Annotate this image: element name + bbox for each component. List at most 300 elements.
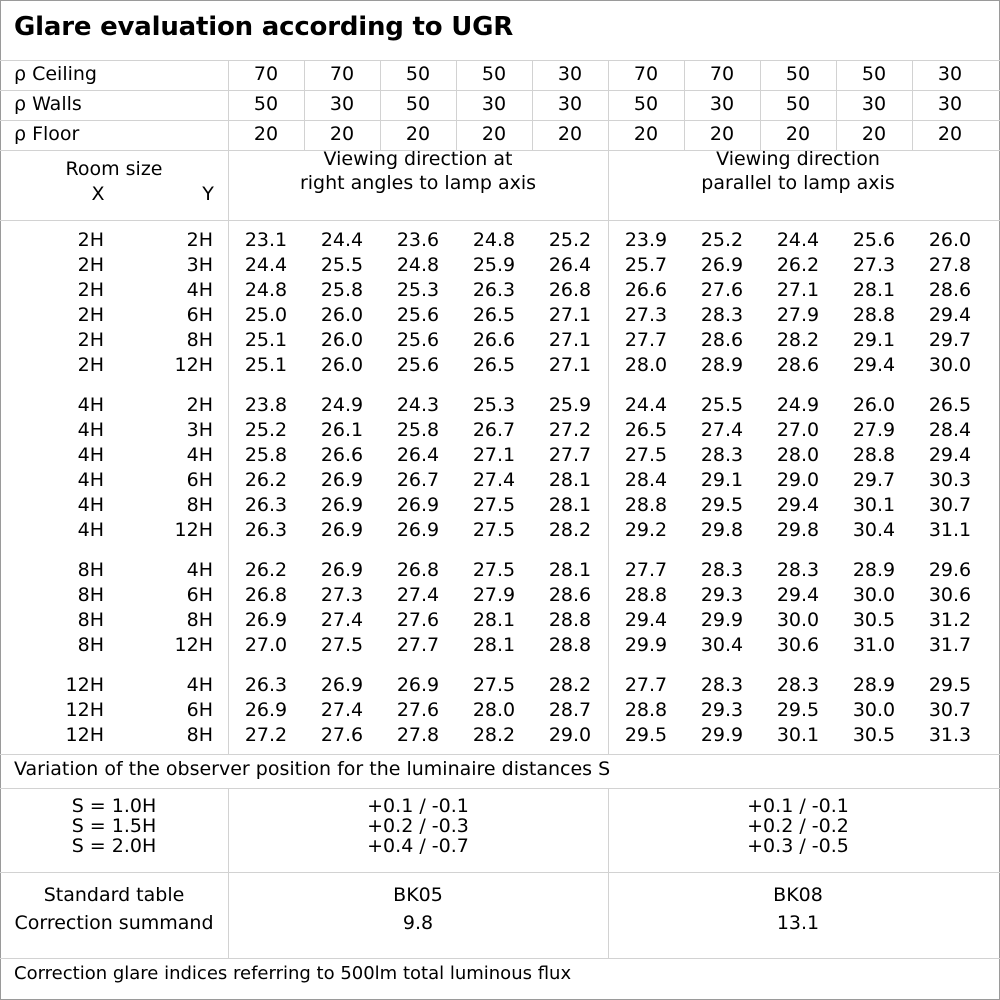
ugr-value-cell: 24.4 — [320, 229, 364, 251]
standard-table-label: Standard table — [43, 884, 185, 906]
room-x-value: 2H — [77, 254, 104, 276]
ugr-value-cell: 26.9 — [396, 494, 440, 516]
ugr-value-cell: 26.8 — [396, 559, 440, 581]
room-x-value: 4H — [77, 519, 104, 541]
reflectance-cell: 20 — [937, 123, 963, 145]
walls-label: ρ Walls — [14, 93, 82, 115]
ugr-value-cell: 28.3 — [700, 304, 744, 326]
ugr-value-cell: 26.4 — [396, 444, 440, 466]
room-y-value: 12H — [174, 519, 213, 541]
reflectance-cell: 20 — [405, 123, 431, 145]
ugr-value-cell: 27.4 — [700, 419, 744, 441]
ugr-value-cell: 25.9 — [548, 394, 592, 416]
ugr-value-cell: 26.2 — [244, 559, 288, 581]
ugr-value-cell: 27.2 — [548, 419, 592, 441]
viewing-right-angles-heading — [228, 147, 608, 195]
ugr-value-cell: 28.6 — [776, 354, 820, 376]
ugr-value-cell: 29.1 — [700, 469, 744, 491]
ugr-value-cell: 28.2 — [548, 674, 592, 696]
ugr-value-cell: 27.5 — [472, 494, 516, 516]
ugr-value-cell: 29.4 — [928, 444, 972, 466]
ugr-value-cell: 30.1 — [776, 724, 820, 746]
ugr-value-cell: 29.2 — [624, 519, 668, 541]
ugr-value-cell: 24.8 — [396, 254, 440, 276]
room-x-label: X — [91, 183, 105, 205]
room-x-value: 2H — [77, 229, 104, 251]
ugr-value-cell: 26.0 — [852, 394, 896, 416]
ugr-value-cell: 29.4 — [624, 609, 668, 631]
room-y-value: 3H — [186, 254, 213, 276]
room-x-value: 12H — [65, 674, 104, 696]
ugr-value-cell: 29.5 — [700, 494, 744, 516]
reflectance-cell: 70 — [633, 63, 659, 85]
room-y-value: 8H — [186, 329, 213, 351]
ugr-value-cell: 29.4 — [776, 584, 820, 606]
ugr-value-cell: 28.8 — [624, 494, 668, 516]
reflectance-cell: 30 — [709, 93, 735, 115]
ugr-value-cell: 30.4 — [700, 634, 744, 656]
room-y-label: Y — [202, 183, 214, 205]
ugr-value-cell: 30.0 — [852, 584, 896, 606]
variation-parallel-values — [608, 796, 988, 856]
ugr-value-cell: 27.8 — [928, 254, 972, 276]
ugr-value-cell: 24.3 — [396, 394, 440, 416]
ugr-value-cell: 26.2 — [244, 469, 288, 491]
ugr-value-cell: 30.1 — [852, 494, 896, 516]
ugr-value-cell: 25.2 — [244, 419, 288, 441]
ugr-value-cell: 29.5 — [776, 699, 820, 721]
standard-table-parallel: BK08 — [773, 884, 823, 906]
ugr-value-cell: 27.5 — [624, 444, 668, 466]
ugr-value-cell: 27.9 — [776, 304, 820, 326]
viewing-right-line-2: right angles to lamp axis — [299, 172, 537, 194]
ugr-value-cell: 27.5 — [472, 559, 516, 581]
reflectance-cell: 20 — [557, 123, 583, 145]
ugr-value-cell: 26.0 — [928, 229, 972, 251]
ugr-value-cell: 26.9 — [320, 559, 364, 581]
ugr-value-cell: 25.1 — [244, 329, 288, 351]
reflectance-cell: 20 — [633, 123, 659, 145]
ugr-value-cell: 30.7 — [928, 699, 972, 721]
reflectance-cell: 20 — [481, 123, 507, 145]
ugr-value-cell: 29.0 — [776, 469, 820, 491]
reflectance-cell: 30 — [329, 93, 355, 115]
correction-summand-label: Correction summand — [14, 912, 214, 934]
variation-parallel-3: +0.3 / -0.5 — [747, 835, 849, 857]
standard-parallel-values — [608, 881, 988, 937]
ugr-value-cell: 27.6 — [396, 609, 440, 631]
divider — [0, 872, 1000, 873]
ugr-value-cell: 31.1 — [928, 519, 972, 541]
ugr-value-cell: 25.6 — [852, 229, 896, 251]
ugr-value-cell: 25.5 — [320, 254, 364, 276]
ugr-value-cell: 30.0 — [928, 354, 972, 376]
standard-right-values — [228, 881, 608, 937]
ugr-value-cell: 28.8 — [852, 304, 896, 326]
room-y-value: 2H — [186, 394, 213, 416]
room-y-value: 4H — [186, 444, 213, 466]
ugr-value-cell: 29.6 — [928, 559, 972, 581]
ugr-value-cell: 25.9 — [472, 254, 516, 276]
ugr-value-cell: 24.9 — [776, 394, 820, 416]
ugr-value-cell: 25.2 — [700, 229, 744, 251]
ugr-value-cell: 28.8 — [624, 699, 668, 721]
room-x-value: 4H — [77, 394, 104, 416]
ugr-value-cell: 30.5 — [852, 724, 896, 746]
ugr-value-cell: 28.1 — [548, 494, 592, 516]
ugr-value-cell: 28.8 — [624, 584, 668, 606]
ugr-value-cell: 29.7 — [852, 469, 896, 491]
ugr-value-cell: 24.9 — [320, 394, 364, 416]
ugr-value-cell: 30.6 — [928, 584, 972, 606]
ugr-value-cell: 29.4 — [852, 354, 896, 376]
room-x-value: 12H — [65, 724, 104, 746]
ugr-value-cell: 28.9 — [700, 354, 744, 376]
reflectance-cell: 50 — [253, 93, 279, 115]
ugr-value-cell: 30.6 — [776, 634, 820, 656]
ugr-value-cell: 23.1 — [244, 229, 288, 251]
room-size-label: Room size — [65, 158, 163, 180]
ugr-value-cell: 29.8 — [700, 519, 744, 541]
ugr-value-cell: 27.4 — [320, 609, 364, 631]
ugr-value-cell: 23.8 — [244, 394, 288, 416]
ugr-value-cell: 27.6 — [320, 724, 364, 746]
ugr-value-cell: 25.6 — [396, 329, 440, 351]
page-title: Glare evaluation according to UGR — [14, 12, 514, 42]
variation-right-1: +0.1 / -0.1 — [367, 795, 469, 817]
ceiling-label: ρ Ceiling — [14, 63, 97, 85]
room-x-value: 12H — [65, 699, 104, 721]
ugr-value-cell: 28.3 — [776, 559, 820, 581]
room-y-value: 2H — [186, 229, 213, 251]
ugr-value-cell: 26.6 — [624, 279, 668, 301]
variation-heading: Variation of the observer position for the luminaire distances S — [14, 758, 611, 780]
room-y-value: 6H — [186, 469, 213, 491]
room-x-value: 4H — [77, 494, 104, 516]
reflectance-cell: 20 — [861, 123, 887, 145]
ugr-value-cell: 29.5 — [624, 724, 668, 746]
reflectance-cell: 50 — [785, 63, 811, 85]
ugr-value-cell: 25.6 — [396, 354, 440, 376]
reflectance-cell: 50 — [405, 93, 431, 115]
room-y-value: 4H — [186, 279, 213, 301]
ugr-value-cell: 28.1 — [472, 609, 516, 631]
variation-right-values — [228, 796, 608, 856]
ugr-value-cell: 27.0 — [776, 419, 820, 441]
ugr-value-cell: 26.6 — [320, 444, 364, 466]
reflectance-cell: 50 — [861, 63, 887, 85]
ugr-value-cell: 27.5 — [472, 674, 516, 696]
ugr-value-cell: 28.0 — [624, 354, 668, 376]
room-y-value: 4H — [186, 559, 213, 581]
room-x-value: 8H — [77, 584, 104, 606]
ugr-value-cell: 27.9 — [852, 419, 896, 441]
correction-summand-right: 9.8 — [402, 912, 434, 934]
ugr-value-cell: 27.8 — [396, 724, 440, 746]
ugr-value-cell: 28.3 — [776, 674, 820, 696]
ugr-value-cell: 29.3 — [700, 584, 744, 606]
ugr-value-cell: 28.2 — [548, 519, 592, 541]
ugr-value-cell: 23.6 — [396, 229, 440, 251]
ugr-value-cell: 27.2 — [244, 724, 288, 746]
ugr-value-cell: 27.1 — [548, 329, 592, 351]
ugr-value-cell: 26.9 — [396, 674, 440, 696]
room-y-value: 12H — [174, 354, 213, 376]
room-x-value: 2H — [77, 304, 104, 326]
reflectance-cell: 50 — [481, 63, 507, 85]
ugr-value-cell: 31.2 — [928, 609, 972, 631]
reflectance-cell: 20 — [253, 123, 279, 145]
room-x-value: 2H — [77, 329, 104, 351]
ugr-value-cell: 26.9 — [700, 254, 744, 276]
viewing-right-line-1: Viewing direction at — [323, 148, 513, 170]
ugr-value-cell: 28.8 — [548, 634, 592, 656]
variation-s-2: S = 1.5H — [71, 815, 157, 837]
ugr-value-cell: 25.3 — [396, 279, 440, 301]
ugr-value-cell: 27.7 — [548, 444, 592, 466]
ugr-value-cell: 27.7 — [624, 329, 668, 351]
ugr-value-cell: 28.1 — [472, 634, 516, 656]
ugr-value-cell: 27.6 — [396, 699, 440, 721]
divider — [0, 220, 1000, 221]
reflectance-cell: 30 — [557, 63, 583, 85]
ugr-value-cell: 30.0 — [776, 609, 820, 631]
viewing-parallel-line-1: Viewing direction — [716, 148, 880, 170]
ugr-value-cell: 25.8 — [320, 279, 364, 301]
ugr-value-cell: 27.1 — [548, 354, 592, 376]
ugr-value-cell: 24.4 — [624, 394, 668, 416]
ugr-value-cell: 27.7 — [396, 634, 440, 656]
ugr-value-cell: 26.5 — [472, 304, 516, 326]
ugr-value-cell: 25.7 — [624, 254, 668, 276]
ugr-value-cell: 26.9 — [396, 519, 440, 541]
viewing-parallel-heading — [608, 147, 988, 195]
room-x-value: 4H — [77, 469, 104, 491]
ugr-value-cell: 29.5 — [928, 674, 972, 696]
ugr-value-cell: 29.1 — [852, 329, 896, 351]
ugr-value-cell: 27.3 — [320, 584, 364, 606]
ugr-value-cell: 26.4 — [548, 254, 592, 276]
ugr-value-cell: 28.3 — [700, 674, 744, 696]
ugr-value-cell: 25.5 — [700, 394, 744, 416]
reflectance-cell: 30 — [937, 93, 963, 115]
ugr-value-cell: 26.7 — [472, 419, 516, 441]
ugr-value-cell: 24.8 — [472, 229, 516, 251]
reflectance-cell: 50 — [405, 63, 431, 85]
divider — [0, 90, 1000, 91]
ugr-value-cell: 29.7 — [928, 329, 972, 351]
reflectance-cell: 20 — [709, 123, 735, 145]
variation-parallel-1: +0.1 / -0.1 — [747, 795, 849, 817]
ugr-value-cell: 30.4 — [852, 519, 896, 541]
ugr-value-cell: 27.1 — [776, 279, 820, 301]
ugr-value-cell: 31.3 — [928, 724, 972, 746]
ugr-value-cell: 26.8 — [244, 584, 288, 606]
ugr-value-cell: 28.3 — [700, 559, 744, 581]
ugr-value-cell: 26.7 — [396, 469, 440, 491]
ugr-value-cell: 28.1 — [548, 559, 592, 581]
room-x-value: 2H — [77, 279, 104, 301]
ugr-value-cell: 29.3 — [700, 699, 744, 721]
floor-label: ρ Floor — [14, 123, 80, 145]
ugr-value-cell: 25.0 — [244, 304, 288, 326]
ugr-value-cell: 25.3 — [472, 394, 516, 416]
room-y-value: 6H — [186, 584, 213, 606]
ugr-value-cell: 28.8 — [852, 444, 896, 466]
ugr-value-cell: 28.2 — [776, 329, 820, 351]
room-y-value: 12H — [174, 634, 213, 656]
ugr-value-cell: 25.8 — [244, 444, 288, 466]
ugr-value-cell: 27.0 — [244, 634, 288, 656]
ugr-value-cell: 26.2 — [776, 254, 820, 276]
ugr-value-cell: 29.8 — [776, 519, 820, 541]
ugr-value-cell: 28.1 — [852, 279, 896, 301]
ugr-value-cell: 27.9 — [472, 584, 516, 606]
room-x-value: 4H — [77, 419, 104, 441]
ugr-value-cell: 28.6 — [700, 329, 744, 351]
ugr-value-cell: 30.5 — [852, 609, 896, 631]
variation-parallel-2: +0.2 / -0.2 — [747, 815, 849, 837]
ugr-value-cell: 29.9 — [700, 609, 744, 631]
variation-s-values — [0, 796, 228, 856]
ugr-value-cell: 29.0 — [548, 724, 592, 746]
ugr-value-cell: 26.3 — [244, 494, 288, 516]
room-y-value: 3H — [186, 419, 213, 441]
ugr-value-cell: 28.2 — [472, 724, 516, 746]
ugr-value-cell: 26.9 — [320, 494, 364, 516]
ugr-value-cell: 27.4 — [396, 584, 440, 606]
ugr-value-cell: 25.8 — [396, 419, 440, 441]
variation-s-1: S = 1.0H — [71, 795, 157, 817]
ugr-value-cell: 24.4 — [776, 229, 820, 251]
footer-note: Correction glare indices referring to 500lm total luminous flux — [14, 963, 572, 984]
ugr-value-cell: 27.3 — [852, 254, 896, 276]
reflectance-cell: 50 — [785, 93, 811, 115]
reflectance-cell: 70 — [253, 63, 279, 85]
standard-labels — [0, 881, 228, 937]
reflectance-cell: 20 — [329, 123, 355, 145]
ugr-value-cell: 26.1 — [320, 419, 364, 441]
ugr-value-cell: 29.9 — [700, 724, 744, 746]
ugr-value-cell: 28.1 — [548, 469, 592, 491]
ugr-value-cell: 29.4 — [928, 304, 972, 326]
room-y-value: 8H — [186, 494, 213, 516]
ugr-value-cell: 27.4 — [472, 469, 516, 491]
ugr-value-cell: 27.3 — [624, 304, 668, 326]
ugr-value-cell: 25.6 — [396, 304, 440, 326]
variation-right-2: +0.2 / -0.3 — [367, 815, 469, 837]
viewing-parallel-line-2: parallel to lamp axis — [701, 172, 895, 194]
ugr-value-cell: 28.6 — [548, 584, 592, 606]
reflectance-cell: 30 — [937, 63, 963, 85]
ugr-value-cell: 29.9 — [624, 634, 668, 656]
reflectance-cell: 70 — [709, 63, 735, 85]
room-y-value: 6H — [186, 304, 213, 326]
room-x-value: 4H — [77, 444, 104, 466]
room-x-value: 2H — [77, 354, 104, 376]
variation-s-3: S = 2.0H — [71, 835, 157, 857]
divider — [0, 754, 1000, 755]
ugr-value-cell: 26.9 — [320, 519, 364, 541]
divider — [0, 958, 1000, 959]
reflectance-cell: 50 — [633, 93, 659, 115]
ugr-value-cell: 28.4 — [624, 469, 668, 491]
ugr-value-cell: 26.9 — [244, 609, 288, 631]
ugr-value-cell: 27.1 — [548, 304, 592, 326]
ugr-value-cell: 28.9 — [852, 674, 896, 696]
ugr-value-cell: 28.7 — [548, 699, 592, 721]
room-y-value: 6H — [186, 699, 213, 721]
ugr-value-cell: 26.3 — [472, 279, 516, 301]
ugr-value-cell: 26.5 — [928, 394, 972, 416]
ugr-value-cell: 26.6 — [472, 329, 516, 351]
ugr-value-cell: 26.3 — [244, 519, 288, 541]
ugr-value-cell: 26.3 — [244, 674, 288, 696]
ugr-value-cell: 25.1 — [244, 354, 288, 376]
divider — [0, 788, 1000, 789]
room-y-value: 8H — [186, 724, 213, 746]
ugr-value-cell: 26.9 — [320, 674, 364, 696]
room-x-value: 8H — [77, 559, 104, 581]
ugr-value-cell: 28.3 — [700, 444, 744, 466]
room-x-value: 8H — [77, 609, 104, 631]
ugr-value-cell: 30.7 — [928, 494, 972, 516]
ugr-value-cell: 31.0 — [852, 634, 896, 656]
variation-right-3: +0.4 / -0.7 — [367, 835, 469, 857]
ugr-value-cell: 28.0 — [472, 699, 516, 721]
ugr-value-cell: 30.0 — [852, 699, 896, 721]
ugr-value-cell: 29.4 — [776, 494, 820, 516]
standard-table-right: BK05 — [393, 884, 443, 906]
ugr-value-cell: 27.5 — [472, 519, 516, 541]
ugr-value-cell: 27.5 — [320, 634, 364, 656]
divider — [0, 120, 1000, 121]
ugr-value-cell: 24.8 — [244, 279, 288, 301]
ugr-value-cell: 26.8 — [548, 279, 592, 301]
reflectance-cell: 30 — [557, 93, 583, 115]
ugr-value-cell: 25.2 — [548, 229, 592, 251]
room-x-value: 8H — [77, 634, 104, 656]
divider — [0, 60, 1000, 61]
room-y-value: 4H — [186, 674, 213, 696]
ugr-value-cell: 27.4 — [320, 699, 364, 721]
ugr-value-cell: 26.9 — [320, 469, 364, 491]
ugr-value-cell: 28.8 — [548, 609, 592, 631]
ugr-value-cell: 26.0 — [320, 304, 364, 326]
ugr-value-cell: 30.3 — [928, 469, 972, 491]
ugr-value-cell: 28.6 — [928, 279, 972, 301]
reflectance-cell: 70 — [329, 63, 355, 85]
ugr-value-cell: 27.6 — [700, 279, 744, 301]
correction-summand-parallel: 13.1 — [776, 912, 820, 934]
ugr-value-cell: 26.0 — [320, 354, 364, 376]
reflectance-cell: 20 — [785, 123, 811, 145]
ugr-value-cell: 31.7 — [928, 634, 972, 656]
room-y-value: 8H — [186, 609, 213, 631]
ugr-value-cell: 26.9 — [244, 699, 288, 721]
ugr-value-cell: 28.9 — [852, 559, 896, 581]
ugr-value-cell: 28.0 — [776, 444, 820, 466]
ugr-value-cell: 28.4 — [928, 419, 972, 441]
ugr-value-cell: 26.5 — [624, 419, 668, 441]
ugr-value-cell: 26.5 — [472, 354, 516, 376]
reflectance-cell: 30 — [861, 93, 887, 115]
ugr-value-cell: 23.9 — [624, 229, 668, 251]
ugr-value-cell: 24.4 — [244, 254, 288, 276]
ugr-value-cell: 26.0 — [320, 329, 364, 351]
ugr-value-cell: 27.7 — [624, 674, 668, 696]
ugr-value-cell: 27.1 — [472, 444, 516, 466]
